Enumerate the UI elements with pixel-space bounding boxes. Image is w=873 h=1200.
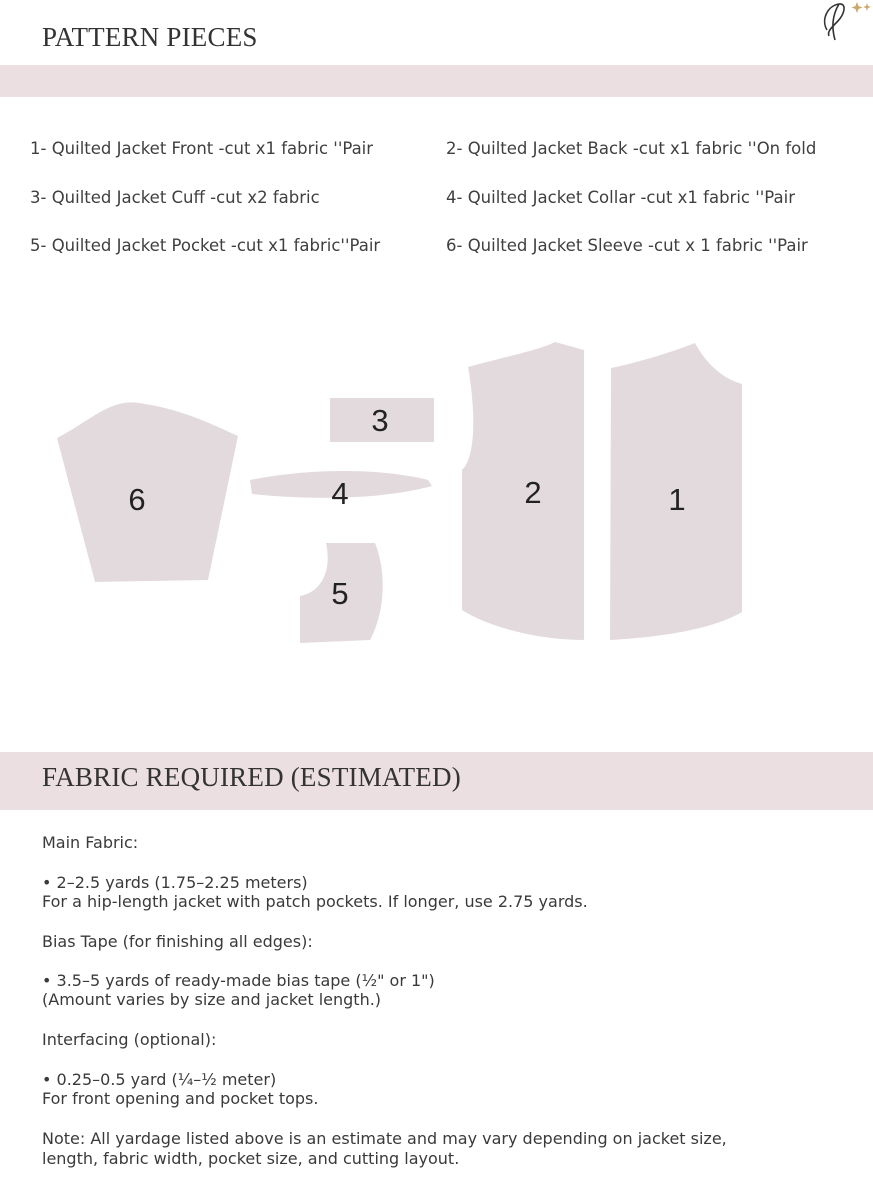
- label-back: 2: [524, 475, 542, 510]
- piece-item-3: 3- Quilted Jacket Cuff -cut x2 fabric: [30, 188, 320, 207]
- piece-item-5: 5- Quilted Jacket Pocket -cut x1 fabric''Pair: [30, 236, 381, 255]
- main-fabric-note: For a hip-length jacket with patch pockets. If longer, use 2.75 yards.: [42, 892, 588, 911]
- bias-tape-note: (Amount varies by size and jacket length.): [42, 990, 382, 1009]
- sparkle-icon: [852, 2, 872, 13]
- sleeve-piece: [57, 402, 238, 582]
- piece-item-4: 4- Quilted Jacket Collar -cut x1 fabric ''Pair: [446, 188, 795, 207]
- label-front: 1: [668, 482, 686, 517]
- piece-item-6: 6- Quilted Jacket Sleeve -cut x 1 fabric ''Pair: [446, 236, 808, 255]
- main-fabric-label: Main Fabric:: [42, 833, 139, 852]
- interfacing-amount: • 0.25–0.5 yard (¼–½ meter): [42, 1070, 277, 1089]
- pattern-diagram: [0, 330, 873, 650]
- interfacing-note: For front opening and pocket tops.: [42, 1089, 319, 1108]
- brand-logo: [813, 0, 873, 44]
- interfacing-label: Interfacing (optional):: [42, 1030, 217, 1049]
- main-fabric-amount: • 2–2.5 yards (1.75–2.25 meters): [42, 873, 308, 892]
- note-line-2: length, fabric width, pocket size, and cutting layout.: [42, 1149, 460, 1168]
- pattern-pieces-title: PATTERN PIECES: [42, 22, 258, 52]
- label-pocket: 5: [331, 576, 349, 611]
- bias-tape-amount: • 3.5–5 yards of ready-made bias tape (½" or 1"): [42, 971, 435, 990]
- back-piece: [462, 342, 584, 640]
- label-cuff: 3: [371, 403, 389, 438]
- label-sleeve: 6: [128, 482, 146, 517]
- fabric-required-title: FABRIC REQUIRED (ESTIMATED): [42, 762, 461, 792]
- pattern-header-band: [0, 65, 873, 97]
- label-collar: 4: [331, 476, 349, 511]
- note-line-1: Note: All yardage listed above is an estimate and may vary depending on jacket size,: [42, 1129, 727, 1148]
- piece-item-1: 1- Quilted Jacket Front -cut x1 fabric ''Pair: [30, 139, 374, 158]
- bias-tape-label: Bias Tape (for finishing all edges):: [42, 932, 313, 951]
- piece-item-2: 2- Quilted Jacket Back -cut x1 fabric ''On fold: [446, 139, 817, 158]
